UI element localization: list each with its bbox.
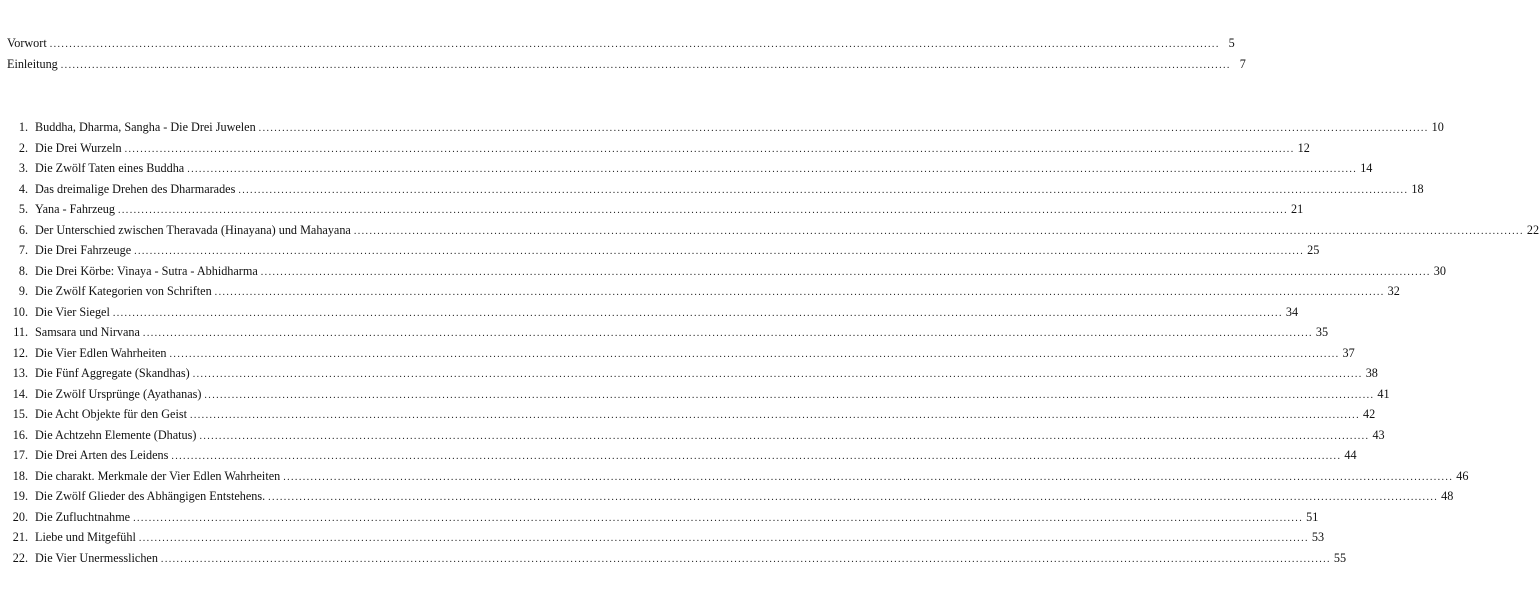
entry-page: 38 [1365,366,1378,380]
entry-page: 48 [1441,489,1454,503]
dot-leader: ............................................................................................................................................................................................................................................................................................................ [187,164,1358,175]
chapter-number: 14. [12,386,28,401]
toc-entry[interactable] [0,425,1385,446]
dot-leader: ............................................................................................................................................................................................................................................................................................................ [268,492,1439,503]
entry-title: Die Zwölf Glieder des Abhängigen Entstehens. [35,489,266,503]
front-matter-list [7,33,1246,75]
dot-leader: ............................................................................................................................................................................................................................................................................................................ [142,328,1313,339]
dot-leader: ............................................................................................................................................................................................................................................................................................................ [238,184,1409,196]
chapter-number: 19. [12,489,28,503]
entry-page: 22 [1526,222,1539,237]
toc-entry[interactable] [0,302,1299,323]
dot-leader: ............................................................................................................................................................................................................................................................................................................ [133,512,1304,524]
chapter-number: 20. [12,509,28,524]
entry-title: Die Vier Edlen Wahrheiten [35,345,167,360]
chapter-number: 4. [18,181,28,196]
dot-leader: ............................................................................................................................................................................................................................................................................................................ [258,123,1429,134]
toc-entry[interactable] [0,466,1469,487]
entry-title: Die Achtzehn Elemente (Dhatus) [35,427,197,442]
chapter-number: 15. [12,407,28,421]
entry-page: 41 [1377,386,1390,401]
toc-entry[interactable] [0,281,1400,302]
entry-title: Die Zufluchtnahme [35,509,131,524]
entry-page: 14 [1360,161,1373,175]
dot-leader: ............................................................................................................................................................................................................................................................................................................ [189,410,1360,421]
entry-title: Die Zwölf Kategorien von Schriften [35,284,212,298]
toc-entry[interactable] [0,507,1319,528]
toc-entry[interactable] [0,527,1325,548]
dot-leader: ............................................................................................................................................................................................................................................................................................................ [124,143,1295,155]
toc-entry[interactable] [0,117,1444,138]
toc-entry[interactable] [0,343,1355,364]
entry-title: Buddha, Dharma, Sangha - Die Drei Juwelen [35,120,256,134]
entry-title: Die Zwölf Taten eines Buddha [35,161,185,175]
dot-leader: ............................................................................................................................................................................................................................................................................................................ [171,451,1342,462]
entry-page: 7 [1239,57,1246,71]
dot-leader: ............................................................................................................................................................................................................................................................................................................ [112,307,1283,319]
dot-leader: ............................................................................................................................................................................................................................................................................................................ [199,430,1370,442]
toc-entry[interactable] [0,138,1310,159]
entry-page: 30 [1433,263,1446,278]
toc-entry[interactable] [0,486,1454,507]
toc-entry-vorwort[interactable] [7,33,1235,54]
chapter-number: 9. [18,284,28,298]
dot-leader: ............................................................................................................................................................................................................................................................................................................ [353,225,1524,237]
chapter-number: 7. [18,243,28,257]
toc-entry[interactable] [0,261,1446,282]
entry-title: Die Zwölf Ursprünge (Ayathanas) [35,386,202,401]
entry-title: Der Unterschied zwischen Theravada (Hinayana) und Mahayana [35,222,351,237]
toc-entry[interactable] [0,384,1390,405]
dot-leader: ............................................................................................................................................................................................................................................................................................................ [204,389,1375,401]
entry-page: 43 [1372,427,1385,442]
toc-entry[interactable] [0,322,1329,343]
toc-entry[interactable] [0,199,1304,220]
dot-leader: ............................................................................................................................................................................................................................................................................................................ [169,348,1340,360]
entry-page: 46 [1456,468,1469,483]
dot-leader: ............................................................................................................................................................................................................................................................................................................ [118,205,1288,216]
chapter-number: 2. [18,140,28,155]
chapter-number: 21. [12,530,28,544]
dot-leader: ............................................................................................................................................................................................................................................................................................................ [60,60,1231,71]
chapter-number: 12. [12,345,28,360]
entry-title: Die Vier Siegel [35,304,110,319]
dot-leader: ............................................................................................................................................................................................................................................................................................................ [283,471,1454,483]
entry-page: 51 [1306,509,1319,524]
dot-leader: ............................................................................................................................................................................................................................................................................................................ [260,266,1431,278]
chapter-number: 3. [18,161,28,175]
toc-entry[interactable] [0,179,1424,200]
entry-title: Die Vier Unermesslichen [35,550,158,565]
dot-leader: ............................................................................................................................................................................................................................................................................................................ [49,39,1220,50]
toc-entry[interactable] [0,220,1539,241]
chapter-number: 8. [18,263,28,278]
entry-title: Einleitung [7,57,58,71]
entry-title: Samsara und Nirvana [35,325,140,339]
chapter-number: 17. [12,448,28,462]
dot-leader: ............................................................................................................................................................................................................................................................................................................ [138,533,1309,544]
chapter-number: 1. [18,120,28,134]
entry-page: 42 [1362,407,1376,421]
entry-title: Die Acht Objekte für den Geist [35,407,187,421]
entry-page: 34 [1285,304,1299,319]
entry-title: Yana - Fahrzeug [35,202,115,216]
entry-page: 25 [1307,243,1320,257]
chapter-number: 11. [13,325,28,339]
chapter-number: 5. [18,202,28,216]
entry-page: 44 [1344,448,1357,462]
entry-title: Die Drei Wurzeln [35,140,122,155]
entry-title: Das dreimalige Drehen des Dharmarades [35,181,236,196]
entry-page: 12 [1297,140,1310,155]
chapter-number: 6. [18,222,28,237]
entry-title: Die charakt. Merkmale der Vier Edlen Wahrheiten [35,468,281,483]
dot-leader: ............................................................................................................................................................................................................................................................................................................ [160,553,1331,565]
chapter-number: 10. [12,304,28,319]
toc-entry[interactable] [0,548,1347,569]
chapter-number: 18. [12,468,28,483]
entry-page: 18 [1411,181,1424,196]
entry-page: 55 [1333,550,1347,565]
entry-page: 32 [1387,284,1400,298]
entry-page: 35 [1315,325,1329,339]
toc-entry[interactable] [0,404,1376,425]
toc-entry-einleitung[interactable] [7,54,1246,75]
entry-page: 5 [1228,36,1235,50]
toc-entry[interactable] [0,445,1357,466]
chapter-number: 13. [12,366,28,380]
dot-leader: ............................................................................................................................................................................................................................................................................................................ [192,369,1363,380]
toc-entry[interactable] [0,363,1378,384]
dot-leader: ............................................................................................................................................................................................................................................................................................................ [214,287,1385,298]
chapter-number: 22. [12,550,28,565]
toc-entry[interactable] [0,240,1320,261]
entry-title: Die Drei Körbe: Vinaya - Sutra - Abhidharma [35,263,258,278]
entry-page: 10 [1431,120,1444,134]
entry-title: Die Drei Fahrzeuge [35,243,132,257]
chapter-list [0,117,1539,568]
entry-page: 53 [1311,530,1325,544]
entry-page: 37 [1342,345,1355,360]
entry-title: Vorwort [7,36,47,50]
entry-page: 21 [1291,202,1304,216]
entry-title: Liebe und Mitgefühl [35,530,136,544]
dot-leader: ............................................................................................................................................................................................................................................................................................................ [134,246,1305,257]
chapter-number: 16. [12,427,28,442]
toc-entry[interactable] [0,158,1373,179]
entry-title: Die Fünf Aggregate (Skandhas) [35,366,190,380]
entry-title: Die Drei Arten des Leidens [35,448,169,462]
